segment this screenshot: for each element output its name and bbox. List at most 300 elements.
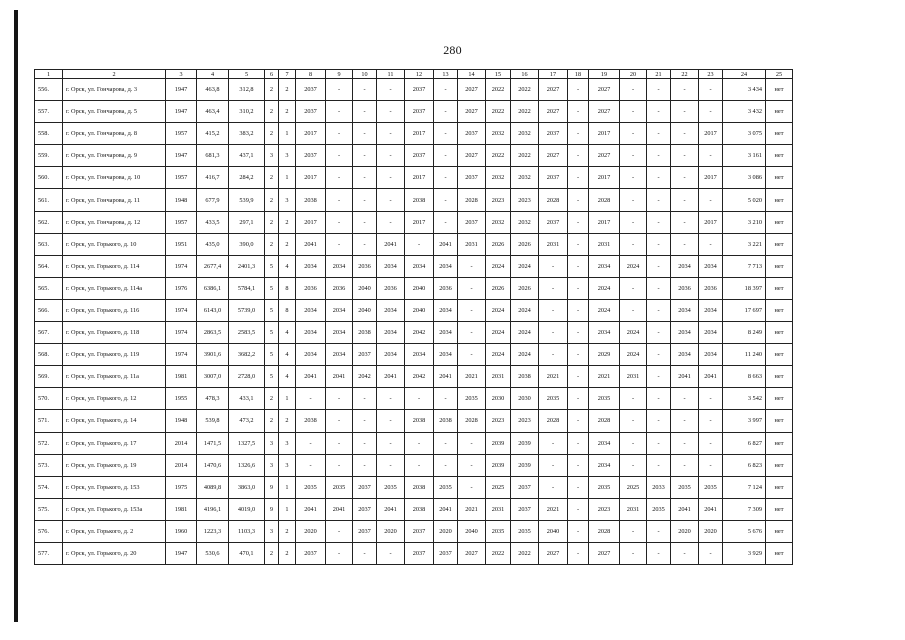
table-cell: 1470,6 — [197, 454, 229, 476]
table-cell: - — [647, 211, 671, 233]
table-cell: - — [458, 344, 486, 366]
table-cell: 4 — [279, 366, 296, 388]
table-cell: 11 240 — [723, 344, 766, 366]
table-cell: - — [377, 454, 405, 476]
table-row — [35, 277, 793, 299]
table-cell: нет — [766, 366, 793, 388]
table-cell: 2038 — [405, 476, 434, 498]
table-cell: - — [326, 454, 353, 476]
table-cell: 2034 — [434, 322, 458, 344]
table-cell: 1947 — [166, 79, 197, 101]
table-cell: 681,3 — [197, 145, 229, 167]
table-cell: - — [539, 255, 568, 277]
table-cell: 2035 — [296, 476, 326, 498]
table-cell: 2029 — [589, 344, 620, 366]
table-cell: - — [671, 123, 699, 145]
table-cell: 2034 — [326, 344, 353, 366]
table-cell: 2024 — [620, 344, 647, 366]
column-number-cell: 3 — [166, 70, 197, 79]
table-cell: 2 — [265, 79, 279, 101]
table-cell: 556. — [35, 79, 63, 101]
table-cell: - — [647, 255, 671, 277]
table-cell: - — [568, 189, 589, 211]
table-cell: 2034 — [296, 299, 326, 321]
table-cell: 2 — [265, 189, 279, 211]
table-cell: - — [539, 322, 568, 344]
table-cell: 3 542 — [723, 388, 766, 410]
table-cell: 2035 — [326, 476, 353, 498]
table-cell: г. Орск, ул. Гончарова, д. 11 — [63, 189, 166, 211]
table-cell: - — [647, 233, 671, 255]
table-cell: г. Орск, ул. Гончарова, д. 3 — [63, 79, 166, 101]
table-row — [35, 410, 793, 432]
table-cell: 2024 — [486, 322, 511, 344]
table-cell: - — [671, 79, 699, 101]
table-cell: - — [647, 277, 671, 299]
table-cell: 3 — [265, 454, 279, 476]
table-cell: 5 020 — [723, 189, 766, 211]
table-row — [35, 542, 793, 564]
table-cell: 2034 — [699, 322, 723, 344]
table-cell: - — [434, 101, 458, 123]
table-cell: - — [568, 410, 589, 432]
table-cell: 2031 — [486, 366, 511, 388]
table-cell: 2027 — [589, 542, 620, 564]
table-cell: 2022 — [486, 145, 511, 167]
table-cell: 7 309 — [723, 498, 766, 520]
table-row — [35, 366, 793, 388]
table-cell: нет — [766, 277, 793, 299]
table-row — [35, 189, 793, 211]
table-cell: 1326,6 — [229, 454, 265, 476]
table-cell: - — [620, 454, 647, 476]
table-cell: 2041 — [699, 498, 723, 520]
table-row — [35, 211, 793, 233]
table-cell: 2041 — [296, 498, 326, 520]
table-cell: 2024 — [511, 344, 539, 366]
table-cell: 677,9 — [197, 189, 229, 211]
table-cell: 4196,1 — [197, 498, 229, 520]
table-cell: 2027 — [458, 145, 486, 167]
table-cell: 2026 — [511, 233, 539, 255]
table-cell: - — [458, 255, 486, 277]
table-cell: 3 — [265, 432, 279, 454]
table-cell: нет — [766, 432, 793, 454]
table-cell: 2020 — [699, 520, 723, 542]
table-cell: - — [647, 189, 671, 211]
table-cell: 2027 — [458, 79, 486, 101]
table-cell: - — [647, 520, 671, 542]
table-cell: - — [620, 410, 647, 432]
table-row — [35, 388, 793, 410]
column-number-cell: 5 — [229, 70, 265, 79]
table-cell: 2017 — [589, 123, 620, 145]
table-cell: 2034 — [699, 299, 723, 321]
table-cell: - — [377, 542, 405, 564]
table-cell: - — [620, 520, 647, 542]
table-cell: 3 929 — [723, 542, 766, 564]
table-cell: 1976 — [166, 277, 197, 299]
table-cell: нет — [766, 322, 793, 344]
table-cell: 6386,1 — [197, 277, 229, 299]
table-cell: 2027 — [458, 101, 486, 123]
column-number-cell: 13 — [434, 70, 458, 79]
table-cell: - — [568, 123, 589, 145]
table-cell: 1223,3 — [197, 520, 229, 542]
table-cell: 1 — [279, 388, 296, 410]
table-row — [35, 299, 793, 321]
table-cell: 2039 — [511, 432, 539, 454]
table-cell: 2026 — [511, 277, 539, 299]
table-cell: г. Орск, ул. Горького, д. 2 — [63, 520, 166, 542]
table-cell: - — [458, 322, 486, 344]
table-cell: - — [326, 167, 353, 189]
table-cell: - — [620, 233, 647, 255]
column-number-cell: 16 — [511, 70, 539, 79]
table-cell: 2038 — [405, 498, 434, 520]
table-cell: 2041 — [671, 498, 699, 520]
column-number-cell: 9 — [326, 70, 353, 79]
table-cell: - — [296, 432, 326, 454]
table-cell: 2 — [265, 211, 279, 233]
table-row — [35, 454, 793, 476]
table-cell: 563. — [35, 233, 63, 255]
table-cell: 2017 — [589, 167, 620, 189]
column-number-cell: 1 — [35, 70, 63, 79]
table-cell: - — [434, 79, 458, 101]
table-cell: 2041 — [699, 366, 723, 388]
table-cell: 2024 — [511, 322, 539, 344]
table-cell: 2034 — [699, 344, 723, 366]
column-number-cell: 4 — [197, 70, 229, 79]
table-cell: - — [353, 542, 377, 564]
table-cell: 2034 — [671, 299, 699, 321]
table-cell: 2037 — [353, 476, 377, 498]
table-cell: - — [620, 145, 647, 167]
column-number-cell: 21 — [647, 70, 671, 79]
table-cell: - — [539, 344, 568, 366]
table-cell: 433,1 — [229, 388, 265, 410]
table-cell: 2024 — [486, 299, 511, 321]
table-cell: 473,2 — [229, 410, 265, 432]
table-cell: нет — [766, 498, 793, 520]
table-cell: 2034 — [589, 255, 620, 277]
table-cell: 2583,5 — [229, 322, 265, 344]
table-cell: 2037 — [539, 123, 568, 145]
table-cell: 312,8 — [229, 79, 265, 101]
table-cell: 1974 — [166, 322, 197, 344]
table-cell: 570. — [35, 388, 63, 410]
table-cell: г. Орск, ул. Горького, д. 114 — [63, 255, 166, 277]
table-cell: - — [539, 299, 568, 321]
table-cell: 463,8 — [197, 79, 229, 101]
table-cell: 17 697 — [723, 299, 766, 321]
table-cell: - — [568, 322, 589, 344]
table-cell: - — [434, 189, 458, 211]
table-cell: нет — [766, 454, 793, 476]
table-cell: 557. — [35, 101, 63, 123]
table-cell: 2017 — [405, 123, 434, 145]
table-cell: 297,1 — [229, 211, 265, 233]
table-cell: 4 — [279, 255, 296, 277]
table-cell: г. Орск, ул. Горького, д. 19 — [63, 454, 166, 476]
table-cell: г. Орск, ул. Гончарова, д. 9 — [63, 145, 166, 167]
table-cell: - — [353, 189, 377, 211]
table-cell: 2034 — [589, 454, 620, 476]
table-cell: 1 — [279, 123, 296, 145]
table-cell: - — [699, 79, 723, 101]
table-cell: 437,1 — [229, 145, 265, 167]
table-cell: 2 — [279, 410, 296, 432]
table-cell: 2038 — [405, 410, 434, 432]
table-cell: - — [647, 299, 671, 321]
table-cell: 2042 — [405, 366, 434, 388]
table-cell: нет — [766, 101, 793, 123]
table-cell: 2 — [265, 233, 279, 255]
table-cell: - — [671, 454, 699, 476]
table-row — [35, 79, 793, 101]
table-cell: - — [647, 366, 671, 388]
table-cell: 7 124 — [723, 476, 766, 498]
table-cell: - — [620, 123, 647, 145]
table-cell: 5784,1 — [229, 277, 265, 299]
table-cell: - — [539, 432, 568, 454]
table-cell: 2021 — [458, 366, 486, 388]
table-cell: 2041 — [671, 366, 699, 388]
table-cell: 1974 — [166, 255, 197, 277]
table-cell: 4 — [279, 344, 296, 366]
table-cell: - — [353, 167, 377, 189]
table-cell: 2020 — [671, 520, 699, 542]
table-cell: - — [620, 542, 647, 564]
table-cell: 530,6 — [197, 542, 229, 564]
table-cell: 2038 — [511, 366, 539, 388]
table-cell: 2030 — [511, 388, 539, 410]
table-cell: 2039 — [486, 432, 511, 454]
table-cell: 2034 — [589, 322, 620, 344]
table-cell: 571. — [35, 410, 63, 432]
table-cell: 2032 — [511, 123, 539, 145]
table-cell: 3 210 — [723, 211, 766, 233]
table-cell: 2025 — [620, 476, 647, 498]
table-cell: - — [353, 145, 377, 167]
table-cell: 1 — [279, 167, 296, 189]
table-cell: 2014 — [166, 432, 197, 454]
table-cell: - — [568, 79, 589, 101]
table-cell: - — [458, 476, 486, 498]
table-cell: 5739,0 — [229, 299, 265, 321]
table-cell: г. Орск, ул. Горького, д. 116 — [63, 299, 166, 321]
table-cell: нет — [766, 410, 793, 432]
table-cell: - — [326, 101, 353, 123]
table-cell: 2034 — [671, 255, 699, 277]
table-cell: 1960 — [166, 520, 197, 542]
table-cell: - — [353, 454, 377, 476]
table-cell: - — [620, 79, 647, 101]
table-cell: 6143,0 — [197, 299, 229, 321]
table-cell: г. Орск, ул. Горького, д. 20 — [63, 542, 166, 564]
table-cell: 2037 — [511, 498, 539, 520]
table-cell: - — [671, 189, 699, 211]
table-cell: 2020 — [377, 520, 405, 542]
table-cell: - — [353, 432, 377, 454]
table-cell: - — [620, 277, 647, 299]
table-cell: нет — [766, 344, 793, 366]
table-cell: 561. — [35, 189, 63, 211]
table-cell: - — [434, 388, 458, 410]
table-cell: 8 663 — [723, 366, 766, 388]
table-cell: 2401,3 — [229, 255, 265, 277]
table-cell: 2026 — [486, 233, 511, 255]
table-cell: 2 — [279, 542, 296, 564]
table-cell: - — [647, 388, 671, 410]
table-cell: - — [353, 233, 377, 255]
table-cell: 558. — [35, 123, 63, 145]
table-cell: - — [671, 211, 699, 233]
table-cell: 2034 — [589, 432, 620, 454]
table-cell: - — [647, 454, 671, 476]
column-number-cell: 22 — [671, 70, 699, 79]
table-cell: 2034 — [405, 344, 434, 366]
housing-registry-table — [34, 69, 793, 565]
table-cell: - — [699, 454, 723, 476]
table-cell: 5 — [265, 366, 279, 388]
table-cell: 2041 — [434, 498, 458, 520]
table-cell: нет — [766, 211, 793, 233]
table-cell: 1103,3 — [229, 520, 265, 542]
table-cell: 2037 — [353, 498, 377, 520]
table-cell: - — [699, 189, 723, 211]
table-cell: 2034 — [405, 255, 434, 277]
table-cell: 1947 — [166, 145, 197, 167]
table-cell: 2034 — [377, 255, 405, 277]
table-cell: 573. — [35, 454, 63, 476]
table-cell: 2024 — [511, 299, 539, 321]
table-cell: 2042 — [405, 322, 434, 344]
table-cell: 2027 — [539, 145, 568, 167]
table-cell: 2031 — [620, 366, 647, 388]
table-cell: - — [699, 233, 723, 255]
table-cell: - — [699, 145, 723, 167]
table-cell: 2017 — [589, 211, 620, 233]
table-cell: - — [353, 123, 377, 145]
table-cell: 2034 — [326, 255, 353, 277]
table-cell: - — [568, 233, 589, 255]
table-cell: 2037 — [353, 344, 377, 366]
table-cell: 1 — [279, 498, 296, 520]
table-cell: 2028 — [539, 189, 568, 211]
table-cell: - — [620, 299, 647, 321]
table-cell: 2024 — [511, 255, 539, 277]
table-cell: - — [568, 145, 589, 167]
table-cell: 2041 — [326, 498, 353, 520]
table-cell: 4089,8 — [197, 476, 229, 498]
table-cell: 2037 — [296, 145, 326, 167]
column-number-cell: 19 — [589, 70, 620, 79]
table-cell: 575. — [35, 498, 63, 520]
table-cell: 2041 — [377, 366, 405, 388]
table-cell: 2020 — [434, 520, 458, 542]
table-cell: 2042 — [353, 366, 377, 388]
table-cell: 2 — [265, 542, 279, 564]
table-cell: 2031 — [539, 233, 568, 255]
table-cell: 2037 — [458, 123, 486, 145]
table-cell: - — [377, 79, 405, 101]
table-cell: 2022 — [511, 101, 539, 123]
table-cell: 3 — [279, 189, 296, 211]
table-cell: 2024 — [620, 322, 647, 344]
table-cell: 2017 — [699, 167, 723, 189]
table-cell: 2 — [279, 233, 296, 255]
table-cell: - — [620, 211, 647, 233]
table-cell: 2041 — [296, 233, 326, 255]
table-row — [35, 167, 793, 189]
table-cell: 562. — [35, 211, 63, 233]
table-cell: - — [568, 299, 589, 321]
table-cell: 1947 — [166, 101, 197, 123]
table-cell: - — [326, 123, 353, 145]
table-cell: - — [326, 388, 353, 410]
table-cell: 18 397 — [723, 277, 766, 299]
table-cell: 566. — [35, 299, 63, 321]
table-cell: 2034 — [671, 344, 699, 366]
table-cell: 2041 — [377, 233, 405, 255]
table-cell: 2040 — [405, 299, 434, 321]
table-cell: 2035 — [486, 520, 511, 542]
table-cell: - — [405, 432, 434, 454]
table-cell: - — [568, 255, 589, 277]
table-cell: 3682,2 — [229, 344, 265, 366]
table-cell: 2677,4 — [197, 255, 229, 277]
table-cell: 310,2 — [229, 101, 265, 123]
table-cell: нет — [766, 123, 793, 145]
table-cell: 3 — [279, 432, 296, 454]
table-cell: 2017 — [699, 123, 723, 145]
table-cell: нет — [766, 79, 793, 101]
table-cell: 433,5 — [197, 211, 229, 233]
table-row — [35, 255, 793, 277]
table-cell: 2040 — [353, 277, 377, 299]
table-row — [35, 145, 793, 167]
table-cell: 2027 — [539, 101, 568, 123]
table-cell: - — [326, 79, 353, 101]
table-cell: - — [620, 189, 647, 211]
table-cell: 2041 — [326, 366, 353, 388]
table-cell: 1957 — [166, 167, 197, 189]
table-cell: 435,0 — [197, 233, 229, 255]
table-cell: - — [647, 79, 671, 101]
table-cell: 5 — [265, 299, 279, 321]
table-cell: 2028 — [589, 410, 620, 432]
table-cell: 2022 — [486, 79, 511, 101]
table-cell: 2036 — [699, 277, 723, 299]
table-cell: 1947 — [166, 542, 197, 564]
table-cell: 2034 — [326, 299, 353, 321]
table-cell: нет — [766, 542, 793, 564]
table-cell: 284,2 — [229, 167, 265, 189]
column-number-cell: 11 — [377, 70, 405, 79]
table-cell: - — [647, 542, 671, 564]
table-cell: 2017 — [296, 123, 326, 145]
table-cell: 1 — [279, 476, 296, 498]
table-cell: - — [405, 233, 434, 255]
column-number-cell: 12 — [405, 70, 434, 79]
table-cell: 2 — [279, 101, 296, 123]
table-cell: - — [699, 388, 723, 410]
table-cell: 8 — [279, 277, 296, 299]
table-cell: нет — [766, 167, 793, 189]
table-cell: г. Орск, ул. Гончарова, д. 5 — [63, 101, 166, 123]
